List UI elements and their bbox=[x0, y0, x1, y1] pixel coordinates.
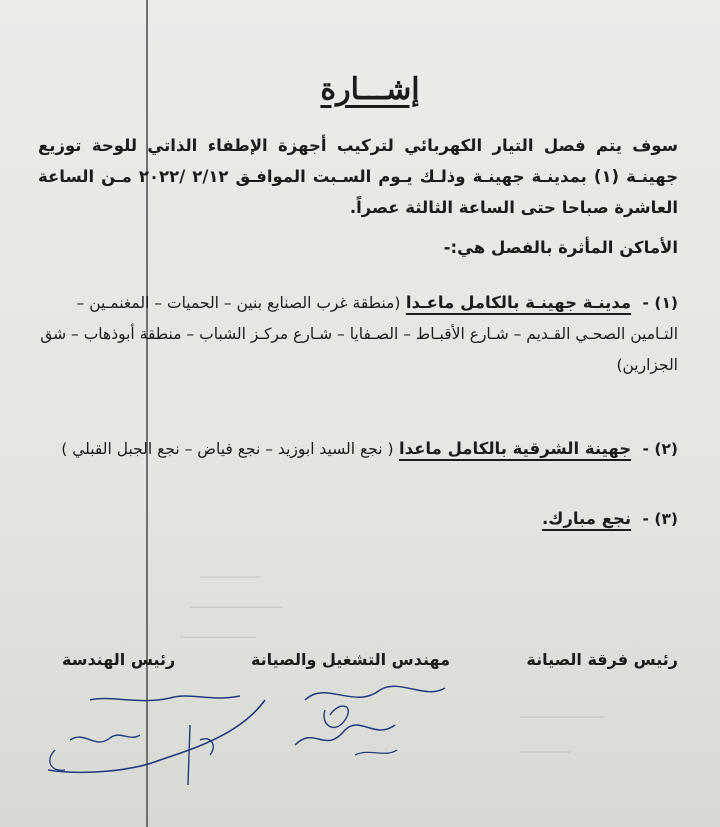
bleed-through-mark: ─────── bbox=[200, 570, 260, 586]
item-number: (٣) - bbox=[642, 510, 678, 528]
item-detail: (منطقة غرب الصنايع بنين – الحميات – المغنمـين – التـامين الصحـي القـديم – شـارع الأقبـاط – الصـفايا – شـارع مركـز الشباب – منطقة أبوذهاب – شق الجزارين) bbox=[40, 294, 678, 374]
affected-places-heading: الأماكن المأثرة بالفصل هي:- bbox=[443, 238, 678, 257]
bleed-through-mark: ─────────── bbox=[190, 600, 283, 616]
affected-area-item bbox=[38, 433, 678, 465]
maintenance-head-label: رئيس فرقة الصيانة bbox=[526, 650, 678, 669]
item-heading: مدينـة جهينـة بالكامل ماعـدا bbox=[405, 293, 632, 312]
item-number: (٢) - bbox=[642, 440, 678, 458]
handwritten-signature bbox=[285, 670, 455, 760]
bleed-through-mark: ────── bbox=[520, 745, 571, 761]
item-heading: جهينة الشرقية بالكامل ماعدا bbox=[398, 439, 632, 458]
item-heading: نجع مبارك. bbox=[541, 509, 632, 528]
document-title: إشـــارة bbox=[320, 72, 420, 107]
affected-area-item bbox=[38, 503, 678, 535]
item-detail: ( نجع السيد ابوزيد – نجع فياض – نجع الجبل القبلي ) bbox=[61, 440, 394, 458]
bleed-through-mark: ────────── bbox=[520, 710, 605, 726]
engineering-head-label: رئيس الهندسة bbox=[62, 650, 176, 669]
bleed-through-mark: ───────── bbox=[180, 630, 256, 646]
affected-area-item bbox=[38, 287, 678, 381]
notice-body: سوف يتم فصل التيار الكهربائي لتركيب أجهزة الإطفاء الذاتي للوحة توزيع جهينـة (١) بمدينـة جهينـة وذلـك يـوم السـبت الموافـق ٢/١٢ /٢٠٢٢ مـن الساعة العاشرة صباحا حتى الساعة الثالثة عصراً. bbox=[38, 136, 678, 217]
handwritten-signature bbox=[40, 680, 270, 790]
operations-engineer-label: مهندس التشغيل والصيانة bbox=[250, 650, 450, 669]
item-number: (١) - bbox=[642, 294, 678, 312]
